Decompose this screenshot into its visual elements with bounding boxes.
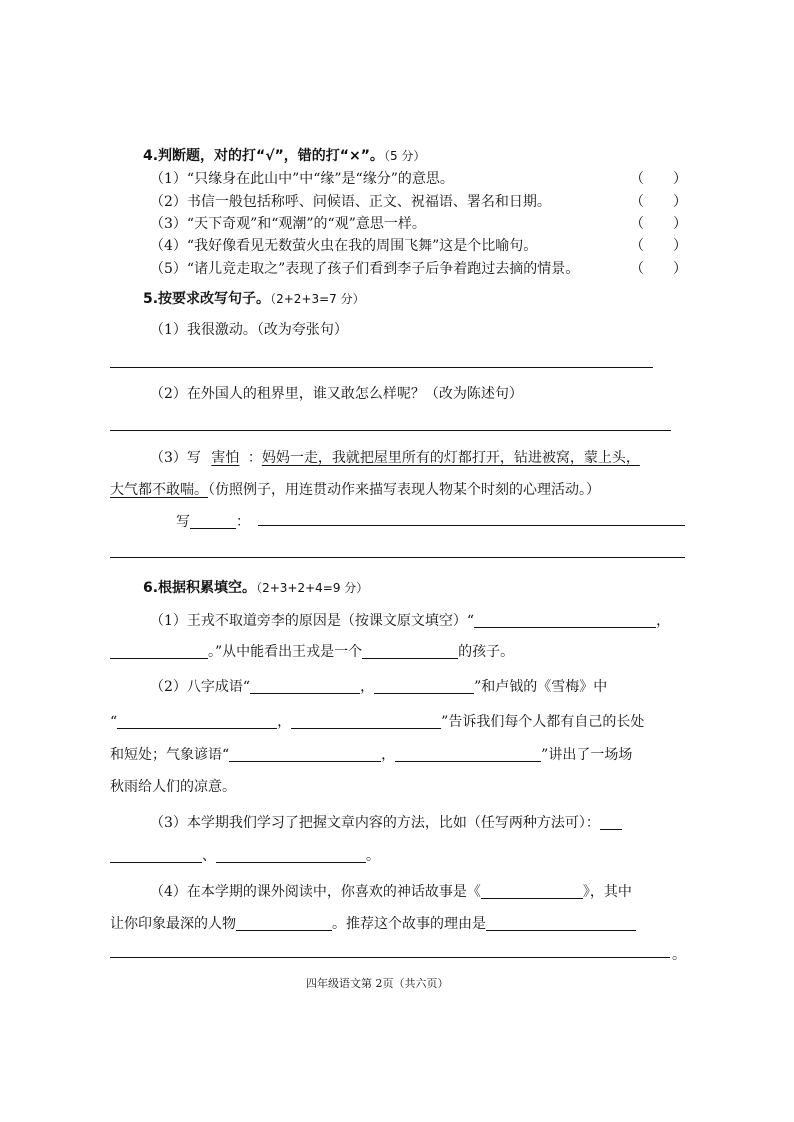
- q6-item-2-line2: [110, 711, 644, 731]
- q5-item-2: （2）在外国人的租界里，谁又敢怎么样呢？（改为陈述句）: [150, 386, 523, 402]
- q6-i4-blank-3[interactable]: [486, 916, 636, 931]
- q4-heading: [143, 145, 425, 165]
- q6-i3-blank-1[interactable]: [110, 848, 202, 863]
- q6-i2-e: ，: [277, 714, 292, 730]
- answer-paren-close-5: ）: [673, 261, 687, 277]
- q6-score: （2+3+2+4=9 分）: [256, 581, 369, 595]
- q4-heading-text: 4.判断题，对的打“√”，错的打“×”。: [143, 148, 384, 164]
- answer-paren-open-1: （: [630, 171, 644, 187]
- q6-i4-b: 》，其中: [582, 884, 632, 900]
- q5-item-3-instruction: （仿照例子，用连贯动作来描写表现人物某个时刻的心理活动。）: [208, 482, 600, 498]
- q6-i4-answer-line[interactable]: [110, 957, 670, 958]
- q6-i2-i: ”讲出了一场场: [541, 747, 633, 763]
- q6-item-4-line2: [110, 913, 636, 933]
- q6-item-3-line1: [150, 812, 622, 832]
- q6-i3-b: 、: [202, 848, 216, 864]
- q5-write-answer-line-2[interactable]: [110, 557, 685, 558]
- q6-i2-blank-6[interactable]: [395, 747, 541, 762]
- q6-item-3-line2: [110, 845, 380, 865]
- q6-item-4-line1: [150, 881, 632, 901]
- q6-i4-c: 让你印象最深的人物: [110, 916, 236, 932]
- q5-item-3-line2: [110, 479, 600, 499]
- q5-item-3-example-1: 妈妈一走，我就把屋里所有的灯都打开，钻进被窝，蒙上头，: [261, 450, 640, 466]
- q6-i1-b: ，: [656, 613, 671, 629]
- q6-item-1-line2: [110, 641, 514, 661]
- q5-score: （2+2+3=7 分）: [270, 292, 365, 306]
- q5-item-3-line1: [150, 447, 640, 467]
- q6-i2-blank-3[interactable]: [117, 714, 277, 729]
- answer-paren-open-4: （: [630, 238, 644, 254]
- q6-i3-a: （3）本学期我们学习了把握文章内容的方法，比如（任写两种方法可）：: [150, 815, 600, 831]
- q4-item-4: （4）“我好像看见无数萤火虫在我的周围飞舞”这是个比喻句。: [150, 238, 538, 254]
- q6-item-2-line1: [150, 676, 607, 696]
- q6-i3-c: 。: [366, 848, 380, 864]
- answer-paren-close-2: ）: [673, 194, 687, 210]
- q6-i2-f: ”告诉我们每个人都有自己的长处: [441, 714, 645, 730]
- q6-i1-a: （1）王戎不取道旁李的原因是（按课文原文填空）“: [150, 613, 475, 629]
- q6-i1-d: 的孩子。: [458, 644, 515, 660]
- q5-write-word-blank[interactable]: [190, 514, 236, 529]
- answer-paren-close-3: ）: [673, 216, 687, 232]
- q6-i4-d: 。推荐这个故事的理由是: [332, 916, 486, 932]
- q6-i4-blank-1[interactable]: [481, 884, 583, 899]
- q6-i2-g: 和短处；气象谚语“: [110, 747, 230, 763]
- q6-i2-d: “: [110, 714, 118, 730]
- q6-i2-h: ，: [381, 747, 396, 763]
- q5-write-colon: ：: [236, 514, 250, 530]
- q6-i2-blank-1[interactable]: [250, 679, 360, 694]
- q5-heading: [143, 288, 365, 308]
- q6-i3-blank-0[interactable]: [600, 815, 622, 830]
- q4-item-3: （3）“天下奇观”和“观潮”的“观”意思一样。: [150, 216, 426, 232]
- q6-item-2-line3: [110, 744, 632, 764]
- q5-item-3-word: 害怕: [211, 450, 240, 466]
- q5-item-3-example-2: 大气都不敢喘。: [110, 482, 208, 498]
- answer-paren-close-4: ）: [673, 238, 687, 254]
- q4-item-1: （1）“只缘身在此山中”中“缘”是“缘分”的意思。: [150, 171, 454, 187]
- q5-write-label: 写: [176, 514, 190, 530]
- q5-item-3-prefix: （3）写: [150, 450, 201, 466]
- q5-write-answer-line[interactable]: [258, 525, 685, 526]
- q6-item-2-line4: 秋雨给人们的凉意。: [110, 779, 236, 795]
- q6-i2-blank-4[interactable]: [291, 714, 441, 729]
- q5-write-row: [176, 511, 250, 531]
- q4-item-2: （2）书信一般包括称呼、问候语、正文、祝福语、署名和日期。: [150, 194, 551, 210]
- q6-i2-blank-5[interactable]: [229, 747, 381, 762]
- q6-i4-end: 。: [672, 947, 686, 963]
- q6-i2-b: ，: [360, 679, 375, 695]
- q6-i3-blank-2[interactable]: [216, 848, 366, 863]
- answer-paren-open-2: （: [630, 194, 644, 210]
- q6-i1-blank-1[interactable]: [474, 613, 656, 628]
- q5-answer-line-2[interactable]: [110, 430, 671, 431]
- q6-i4-a: （4）在本学期的课外阅读中，你喜欢的神话故事是《: [150, 884, 481, 900]
- page-footer: 四年级语文第 2页（共六页）: [306, 977, 449, 990]
- q4-score: （5 分）: [383, 149, 426, 163]
- q5-item-3-colon: ：: [247, 450, 262, 466]
- q6-i2-blank-2[interactable]: [374, 679, 474, 694]
- q6-item-1-line1: [150, 610, 670, 630]
- q6-heading: [143, 577, 368, 597]
- answer-paren-open-3: （: [630, 216, 644, 232]
- q6-i1-c: 。”从中能看出王戎是一个: [208, 644, 363, 660]
- q6-heading-text: 6.根据积累填空。: [143, 580, 257, 596]
- q5-heading-text: 5.按要求改写句子。: [143, 291, 271, 307]
- q4-item-5: （5）“诸儿竞走取之”表现了孩子们看到李子后争着跑过去摘的情景。: [150, 261, 580, 277]
- q6-i2-a: （2）八字成语“: [150, 679, 251, 695]
- q6-i4-blank-2[interactable]: [236, 916, 332, 931]
- q5-item-1: （1）我很激动。（改为夸张句）: [150, 322, 348, 338]
- q6-i1-blank-3[interactable]: [362, 644, 458, 659]
- q6-i2-c: ”和卢钺的《雪梅》中: [474, 679, 608, 695]
- q6-i1-blank-2[interactable]: [110, 644, 208, 659]
- answer-paren-open-5: （: [630, 261, 644, 277]
- answer-paren-close-1: ）: [673, 171, 687, 187]
- q5-answer-line-1[interactable]: [110, 367, 653, 368]
